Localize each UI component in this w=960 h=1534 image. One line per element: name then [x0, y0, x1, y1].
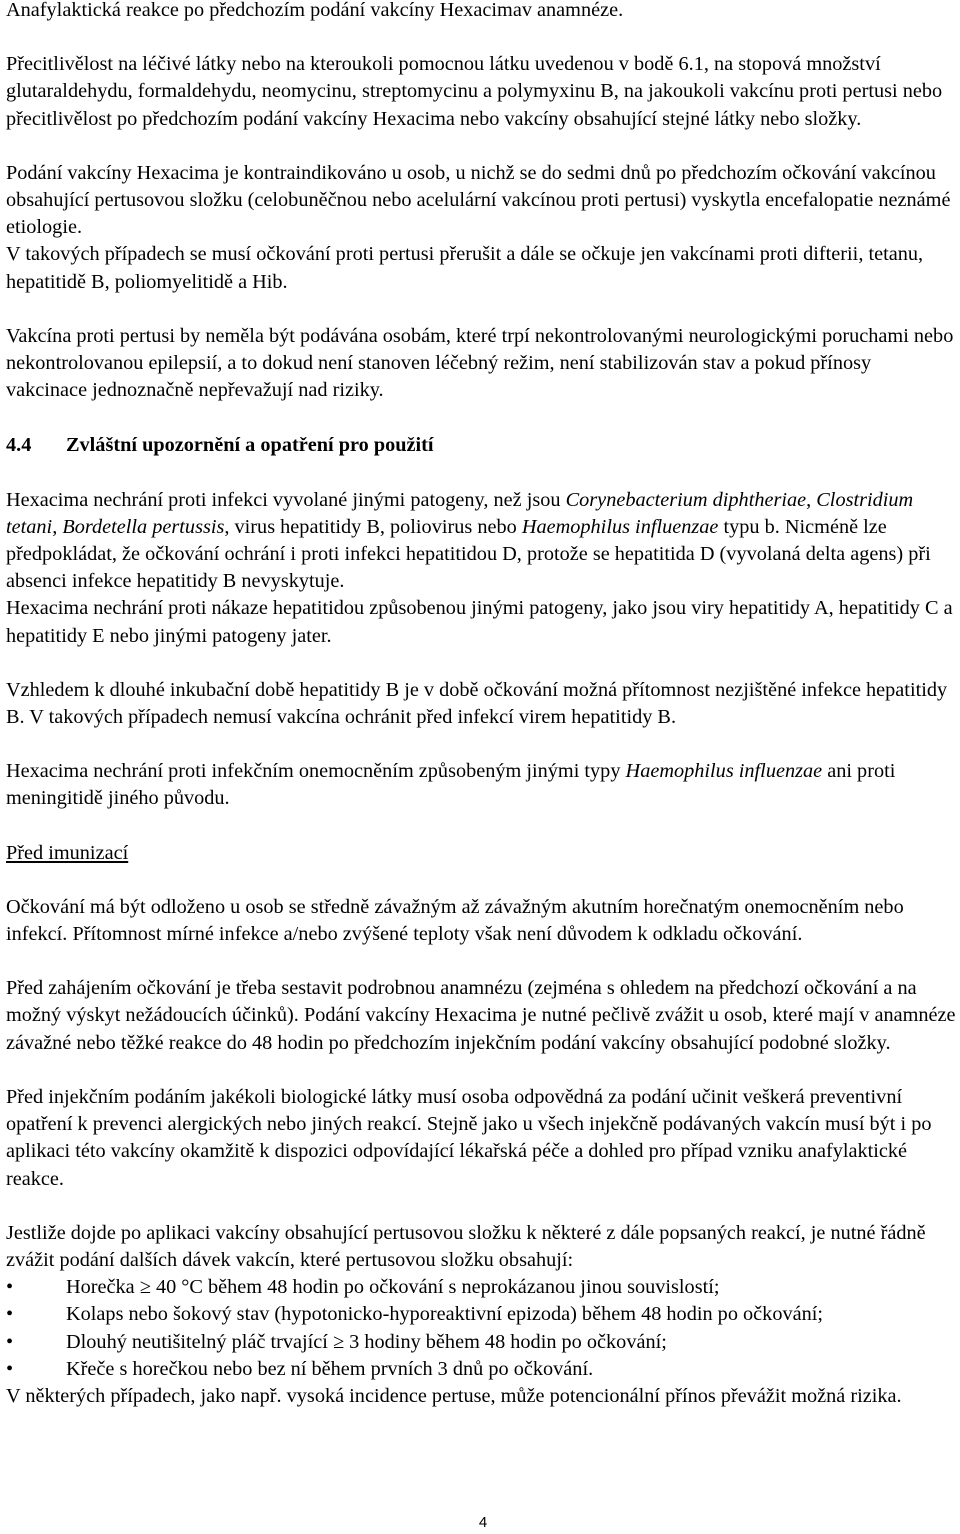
paragraph-precautions: Před injekčním podáním jakékoli biologické látky musí osoba odpovědná za podání učinit veškerá preventivní opatření k prevenci alergických nebo jiných reakcí. Stejně jako u všech injekčně podávaných vakcín musí být i po aplikaci této vakcíny okamžitě k dispozici odpovídající lékařská péče a dohled pro případ vzniku anafylaktické reakce. [6, 1085, 932, 1190]
protection-text-3: typu b. Nicméně lze předpokládat, že očkování ochrání i proti infekci hepatitidou D, protože se hepatitida D (vyvolaná delta agens) při absenci infekce hepatitidy B nevyskytuje. [6, 515, 931, 593]
paragraph-encephalopathy: Podání vakcíny Hexacima je kontraindikováno u osob, u nichž se do sedmi dnů po předchozím očkování vakcínou obsahující pertusovou složku (celobuněčnou nebo acelulární vakcínou proti pertusi) vyskytla encefalopatie neznámé etiologie. [6, 161, 951, 239]
paragraph-other-hepatitis: Hexacima nechrání proti nákaze hepatitidou způsobenou jinými patogeny, jako jsou viry hepatitidy A, hepatitidy C a hepatitidy E nebo jinými patogeny jater. [6, 597, 953, 647]
hib-text-2: ani proti meningitidě jiného původu. [6, 760, 896, 810]
list-item: • Křeče s horečkou nebo bez ní během prvních 3 dnů po očkování. [6, 1356, 956, 1383]
paragraph-hypersensitivity: Přecitlivělost na léčivé látky nebo na kteroukoli pomocnou látku uvedenou v bodě 6.1, na stopová množství glutaraldehydu, formaldehydu, neomycinu, streptomycinu a polymyxinu B, na jakoukoli vakcínu proti pertusi nebo přecitlivělost po předchozím podání vakcíny Hexacima nebo vakcíny obsahující stejné látky nebo složky. [6, 53, 943, 130]
document-page [6, 0, 956, 1410]
section-number: 4.4 [6, 434, 32, 457]
paragraph-neurological: Vakcína proti pertusi by neměla být podávána osobám, které trpí nekontrolovanými neurologickými poruchami nebo nekontrolovanou epilepsií, a to dokud není stanoven léčebný režim, není stabilizován stav a pokud přínosy vakcinace jednoznačně nepřevažují nad riziky. [6, 324, 954, 402]
list-item: • Kolaps nebo šokový stav (hypotonicko-hyporeaktivní epizoda) během 48 hodin po očkování; [6, 1301, 956, 1328]
hib-text-1: Hexacima nechrání proti infekčním onemocněním způsobeným jinými typy [6, 760, 626, 783]
separator: , [806, 488, 817, 511]
organism-name: Bordetella pertussis [62, 515, 225, 538]
paragraph-anaphylaxis: Anafylaktická reakce po předchozím podání vakcíny Hexacimav anamnéze. [6, 0, 624, 21]
reaction-list [6, 1274, 956, 1383]
separator: , [52, 515, 63, 538]
paragraph-interrupt-vaccination: V takových případech se musí očkování proti pertusi přerušit a dále se očkuje jen vakcínami proti difterii, tetanu, hepatitidě B, poliomyelitidě a Hib. [6, 243, 924, 293]
paragraph-history: Před zahájením očkování je třeba sestavit podrobnou anamnézu (zejména s ohledem na předchozí očkování a na možný výskyt nežádoucích účinků). Podání vakcíny Hexacima je nutné pečlivě zvážit u osob, které mají v anamnéze závažné nebo těžké reakce do 48 hodin po předchozím injekčním podání vakcíny obsahující podobné složky. [6, 977, 956, 1054]
paragraph-postpone: Očkování má být odloženo u osob se středně závažným až závažným akutním horečnatým onemocněním nebo infekcí. Přítomnost mírné infekce a/nebo zvýšené teploty však není důvodem k odkladu očkování. [6, 895, 904, 946]
list-item: • Horečka ≥ 40 °C během 48 hodin po očkování s neprokázanou jinou souvislostí; [6, 1274, 956, 1301]
protection-text-2: , virus hepatitidy B, poliovirus nebo [224, 515, 522, 538]
paragraph-benefit: V některých případech, jako např. vysoká incidence pertuse, může potencionální přínos převážit možná rizika. [6, 1384, 902, 1407]
paragraph-protection [6, 487, 956, 596]
paragraph-incubation: Vzhledem k dlouhé inkubační době hepatitidy B je v době očkování možná přítomnost nezjištěné infekce hepatitidy B. V takových případech nemusí vakcína ochránit před infekcí virem hepatitidy B. [6, 678, 948, 729]
paragraph-hib [6, 758, 956, 812]
page-number: 4 [478, 1514, 488, 1531]
section-title: Zvláštní upozornění a opatření pro použití [66, 434, 434, 457]
protection-text-1: Hexacima nechrání proti infekci vyvolané jinými patogeny, než jsou [6, 488, 566, 511]
organism-name: Haemophilus influenzae [625, 760, 823, 783]
organism-name: Haemophilus influenzae [521, 515, 719, 538]
list-item: • Dlouhý neutišitelný pláč trvající ≥ 3 hodiny během 48 hodin po očkování; [6, 1329, 956, 1356]
organism-name: Clostridium tetani [6, 488, 914, 538]
paragraph-careful-intro: Jestliže dojde po aplikaci vakcíny obsahující pertusovou složku k některé z dále popsaných reakcí, je nutné řádně zvážit podání dalších dávek vakcín, které pertusovou složku obsahují: [6, 1221, 926, 1271]
organism-name: Corynebacterium diphtheriae [565, 488, 807, 511]
subheading-pre-immunization: Před imunizací [6, 841, 129, 864]
section-heading [6, 432, 956, 459]
